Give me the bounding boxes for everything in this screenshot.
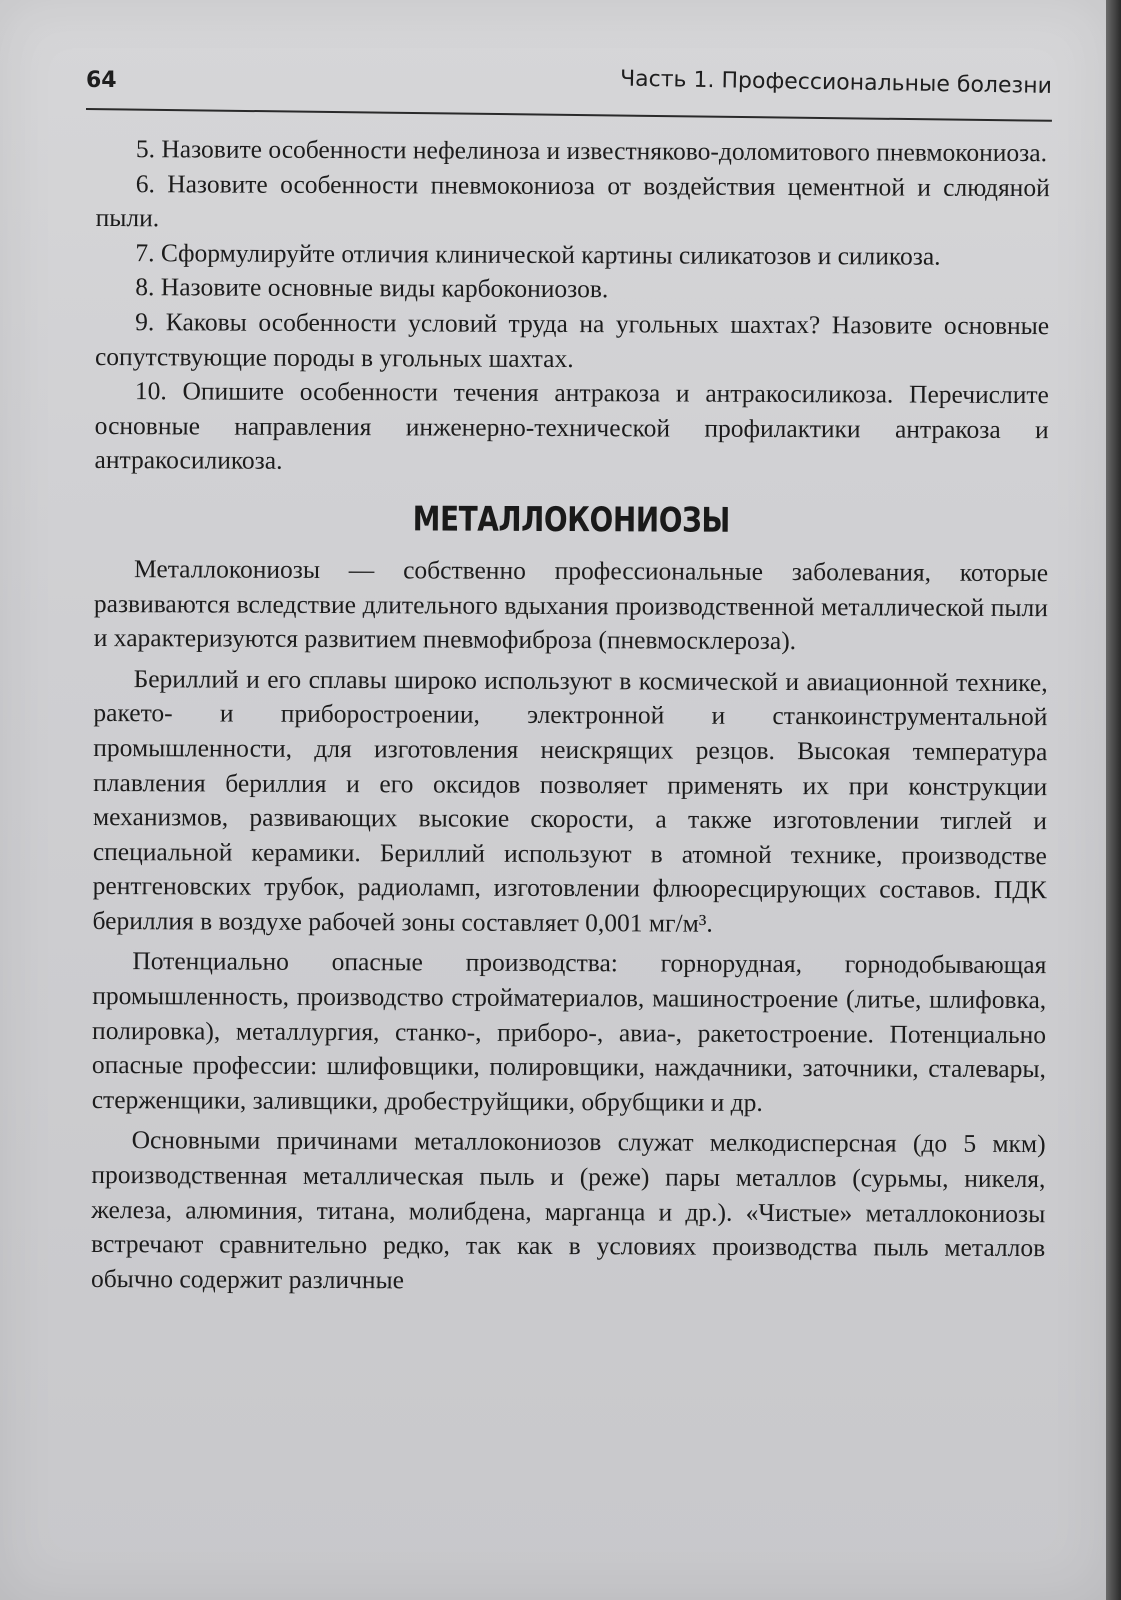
question-6: 6. Назовите особенности пневмокониоза от воздействия цементной и слюдяной пыли. xyxy=(95,168,1050,233)
question-10: 10. Опишите особенности течения антракоза и антракосиликоза. Перечислите основные направления инженерно-технической профилактики антракоза и антракосиликоза. xyxy=(94,376,1049,476)
question-8: 8. Назовите основные виды карбокониозов. xyxy=(135,272,609,304)
question-7: 7. Сформулируйте отличия клинической картины силикатозов и силикоза. xyxy=(135,237,941,271)
paragraph-beryllium: Бериллий и его сплавы широко используют в космической и авиационной технике, ракето- и приборостроении, электронной и станкоинструментальной промышленности, для изготовления неискрящих резцов. Высокая температура плавления бериллия и его оксидов позволяет применять их при конструкции механизмов, развивающих высокие скорости, а также изготовлении тиглей и специальной керамики. Бериллий используют в атомной технике, производстве рентгеновских трубок, радиоламп, изготовлении флюоресцирующих составов. ПДК бериллия в воздухе рабочей зоны составляет 0,001 мг/м³. xyxy=(92,663,1048,938)
page-edge-shadow xyxy=(1106,0,1121,1600)
section-heading: МЕТАЛЛОКОНИОЗЫ xyxy=(412,499,731,541)
header-rule xyxy=(86,108,1052,122)
paragraph-definition: Металлокониозы — собственно профессиональные заболевания, которые развиваются вследствие длительного вдыхания производственной металлической пыли и характеризуются развитием пневмофиброза (пневмосклероза). xyxy=(93,554,1049,656)
page-body xyxy=(91,132,1050,1301)
paragraph-hazardous-industries: Потенциально опасные производства: горнорудная, горнодобывающая промышленность, производство стройматериалов, машиностроение (литье, шлифовка, полировка), металлургия, станко-, приборо-, авиа-, ракетостроение. Потенциально опасные профессии: шлифовщики, полировщики, наждачники, заточники, сталевары, стерженщики, заливщики, дробеструйщики, обрубщики и др. xyxy=(91,946,1047,1117)
paragraph-causes: Основными причинами металлокониозов служат мелкодисперсная (до 5 мкм) производственная металлическая пыль и (реже) пары металлов (сурьмы, никеля, железа, алюминия, титана, молибдена, марганца и др.). «Чистые» металлокониозы встречают сравнительно редко, так как в условиях производства пыль металлов обычно содержит различные xyxy=(90,1125,1046,1295)
running-head: Часть 1. Профессиональные болезни xyxy=(619,66,1053,99)
question-9: 9. Каковы особенности условий труда на угольных шахтах? Назовите основные сопутствующие породы в угольных шахтах. xyxy=(94,307,1050,373)
question-5: 5. Назовите особенности нефелиноза и известняково-доломитового пневмокониоза. xyxy=(135,134,1048,168)
page-header xyxy=(86,62,1052,110)
page-number: 64 xyxy=(86,68,117,93)
